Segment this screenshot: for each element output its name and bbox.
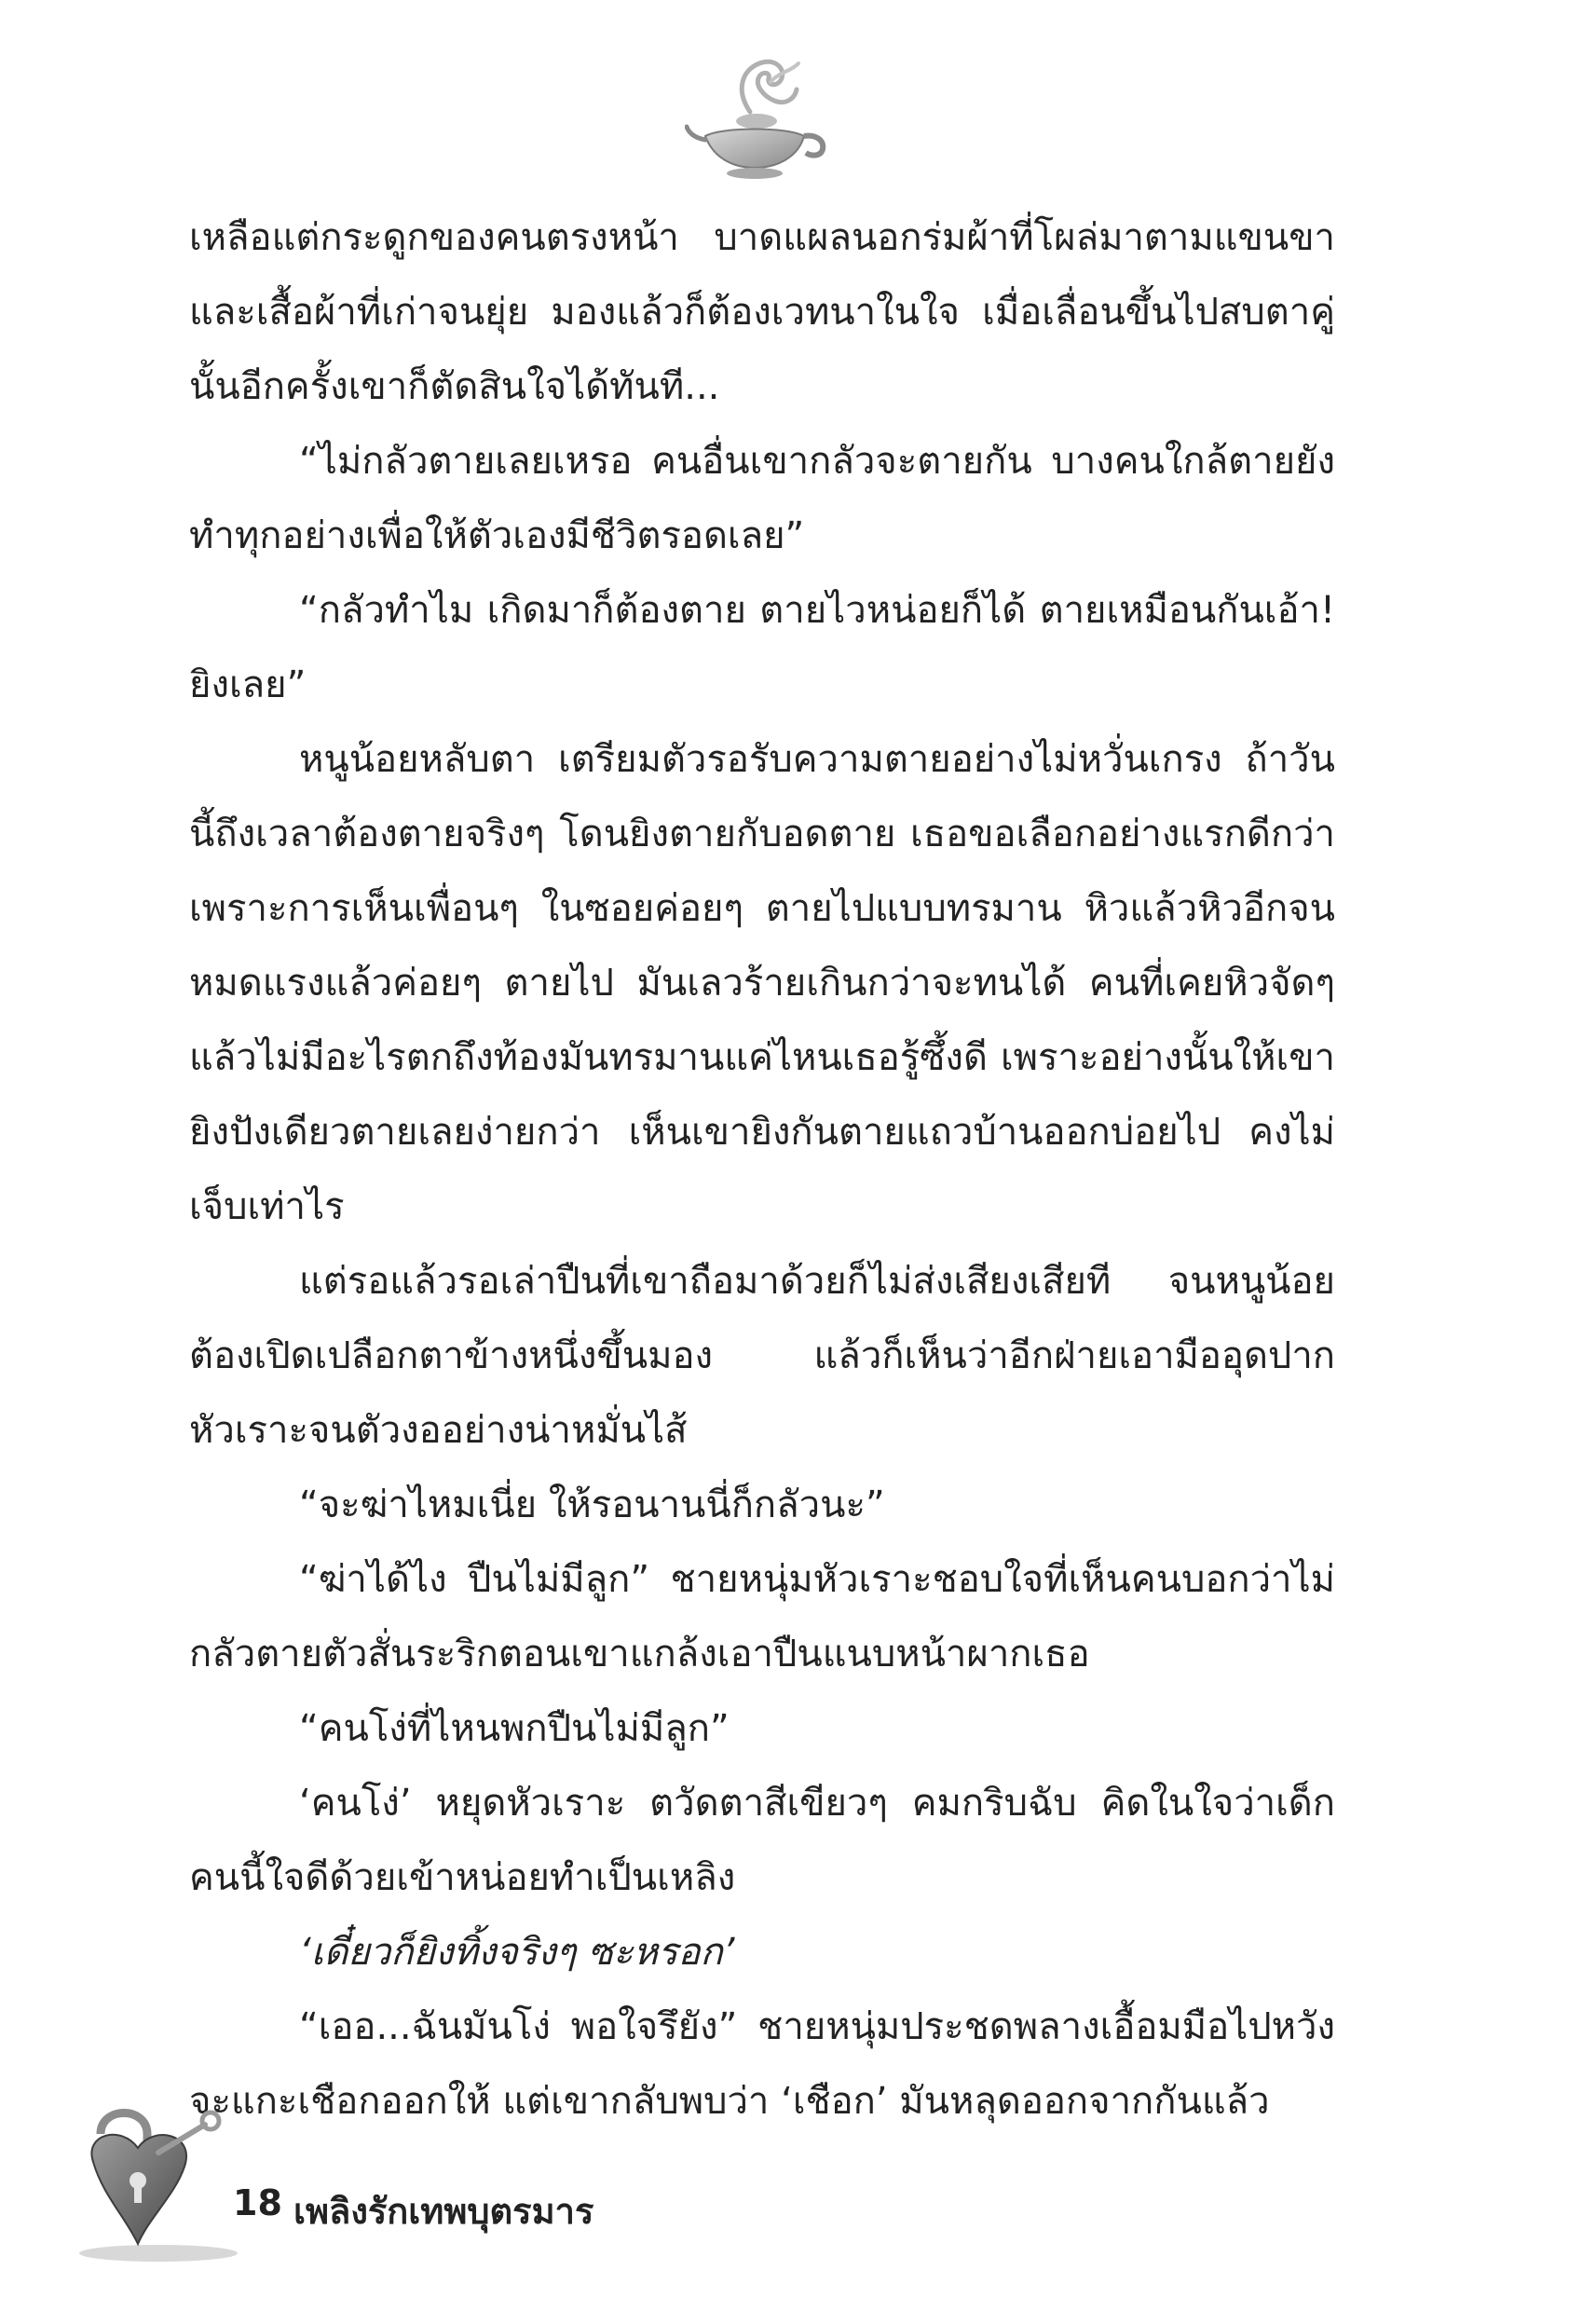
paragraph-6: “จะฆ่าไหมเนี่ย ให้รอนานนี่ก็กลัวนะ”: [299, 1484, 885, 1526]
book-title: เพลิงรักเทพบุตรมาร: [293, 2191, 594, 2232]
paragraph-9: ‘คนโง่’ หยุดหัวเราะ ตวัดตาสีเขียวๆ คมกริบฉับ คิดในใจว่าเด็กคนนี้ใจดีด้วยเข้าหน่อยทำเป็นเหลิง: [189, 1782, 1335, 1899]
paragraph-5: แต่รอแล้วรอเล่าปืนที่เขาถือมาด้วยก็ไม่ส่งเสียงเสียที จนหนูน้อยต้องเปิดเปลือกตาข้างหนึ่งขึ้นมอง แล้วก็เห็นว่าอีกฝ่ายเอามืออุดปากหัวเราะจนตัวงออย่างน่าหมั่นไส้: [189, 1260, 1335, 1452]
heart-lock-icon: [65, 2097, 256, 2274]
paragraph-8: “คนโง่ที่ไหนพกปืนไม่มีลูก”: [299, 1707, 730, 1750]
paragraph-3: “กลัวทำไม เกิดมาก็ต้องตาย ตายไวหน่อยก็ได้ ตายเหมือนกันเอ้า! ยิงเลย”: [189, 589, 1335, 706]
page-number: 18: [233, 2182, 282, 2223]
paragraph-10: ‘เดี๋ยวก็ยิงทิ้งจริงๆ ซะหรอก’: [299, 1931, 735, 1974]
paragraph-1: เหลือแต่กระดูกของคนตรงหน้า บาดแผลนอกร่มผ้าที่โผล่มาตามแขนขาและเสื้อผ้าที่เก่าจนยุ่ย มองแล้วก็ต้องเวทนาในใจ เมื่อเลื่อนขึ้นไปสบตาคู่นั้นอีกครั้งเขาก็ตัดสินใจได้ทันที...: [189, 216, 1335, 408]
page-footer: [65, 2097, 717, 2274]
paragraph-7: “ฆ่าได้ไง ปืนไม่มีลูก” ชายหนุ่มหัวเราะชอบใจที่เห็นคนบอกว่าไม่กลัวตายตัวสั่นระริกตอนเขาแกล้งเอาปืนแนบหน้าผากเธอ: [189, 1558, 1335, 1675]
paragraph-4: หนูน้อยหลับตา เตรียมตัวรอรับความตายอย่างไม่หวั่นเกรง ถ้าวันนี้ถึงเวลาต้องตายจริงๆ โดนยิงตายกับอดตาย เธอขอเลือกอย่างแรกดีกว่า เพราะการเห็นเพื่อนๆ ในซอยค่อยๆ ตายไปแบบทรมาน หิวแล้วหิวอีกจนหมดแรงแล้วค่อยๆ ตายไป มันเลวร้ายเกินกว่าจะทนได้ คนที่เคยหิวจัดๆ แล้วไม่มีอะไรตกถึงท้องมันทรมานแค่ไหนเธอรู้ซึ้งดี เพราะอย่างนั้นให้เขายิงปังเดียวตายเลยง่ายกว่า เห็นเขายิงกันตายแถวบ้านออกบ่อยไป คงไม่เจ็บเท่าไร: [189, 738, 1335, 1228]
body-text: [189, 200, 1335, 2139]
genie-lamp-icon: [685, 54, 829, 185]
paragraph-2: “ไม่กลัวตายเลยเหรอ คนอื่นเขากลัวจะตายกัน บางคนใกล้ตายยังทำทุกอย่างเพื่อให้ตัวเองมีชีวิตรอดเลย”: [189, 440, 1335, 557]
paragraph-11: “เออ...ฉันมันโง่ พอใจรึยัง” ชายหนุ่มประชดพลางเอื้อมมือไปหวังจะแกะเชือกออกให้ แต่เขากลับพบว่า ‘เชือก’ มันหลุดออกจากกันแล้ว: [189, 2005, 1335, 2123]
